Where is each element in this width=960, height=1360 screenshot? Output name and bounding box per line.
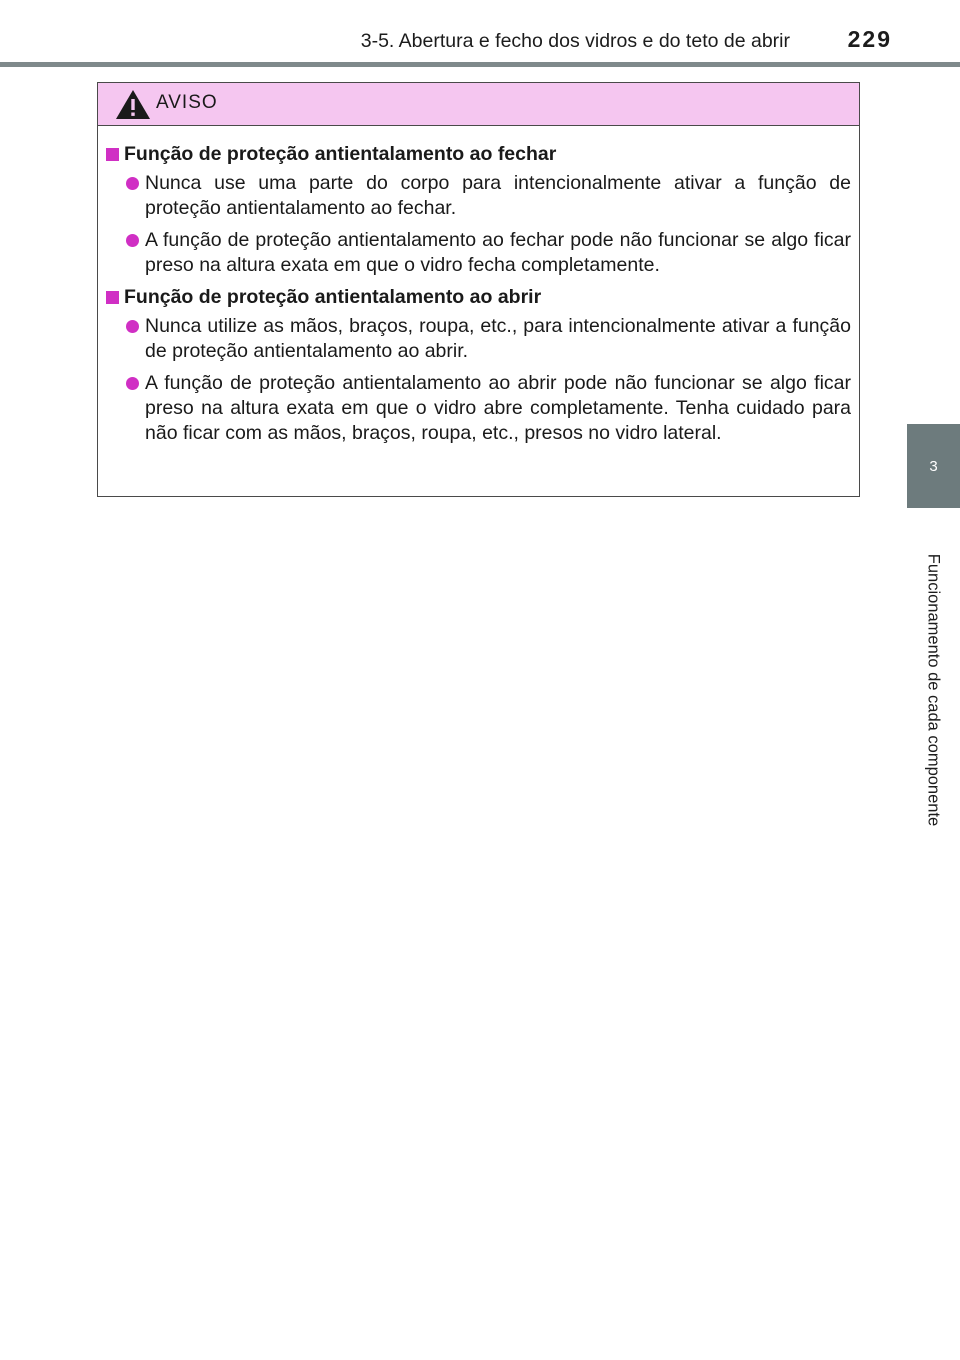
page-number: 229: [847, 26, 892, 52]
header-divider: [0, 62, 960, 67]
circle-bullet-icon: [126, 320, 139, 333]
chapter-title: Funcionamento de cada componente: [924, 553, 943, 827]
section-title: 3-5. Abertura e fecho dos vidros e do teto de abrir: [360, 30, 790, 52]
list-item: [104, 171, 851, 221]
section-heading: [104, 142, 851, 167]
section-heading-text: Função de proteção antientalamento ao abrir: [124, 286, 542, 308]
square-bullet-icon: [106, 148, 119, 161]
section-heading: [104, 285, 851, 310]
warning-section: [104, 142, 851, 278]
list-item: [104, 228, 851, 278]
list-item: [104, 371, 851, 446]
list-item-text: Nunca use uma parte do corpo para intencionalmente ativar a função de proteção antientalamento ao fechar.: [145, 172, 851, 219]
list-item-text: A função de proteção antientalamento ao fechar pode não funcionar se algo ficar preso na altura exata em que o vidro fecha completamente.: [145, 229, 851, 276]
circle-bullet-icon: [126, 234, 139, 247]
section-heading-text: Função de proteção antientalamento ao fechar: [124, 143, 557, 165]
circle-bullet-icon: [126, 177, 139, 190]
chapter-tab: [907, 424, 960, 508]
list-item-text: A função de proteção antientalamento ao abrir pode não funcionar se algo ficar preso na altura exata em que o vidro abre completamente. Tenha cuidado para não ficar com as mãos, braços, roupa, etc., presos no vidro lateral.: [145, 372, 851, 444]
warning-box: [97, 82, 860, 497]
circle-bullet-icon: [126, 377, 139, 390]
list-item: [104, 314, 851, 364]
warning-body: [98, 126, 859, 446]
square-bullet-icon: [106, 291, 119, 304]
chapter-number: 3: [929, 457, 938, 475]
warning-header: [98, 83, 859, 126]
warning-label: AVISO: [156, 92, 218, 113]
warning-section: [104, 285, 851, 446]
warning-triangle-icon: [115, 89, 151, 120]
list-item-text: Nunca utilize as mãos, braços, roupa, etc., para intencionalmente ativar a função de proteção antientalamento ao abrir.: [145, 315, 851, 362]
